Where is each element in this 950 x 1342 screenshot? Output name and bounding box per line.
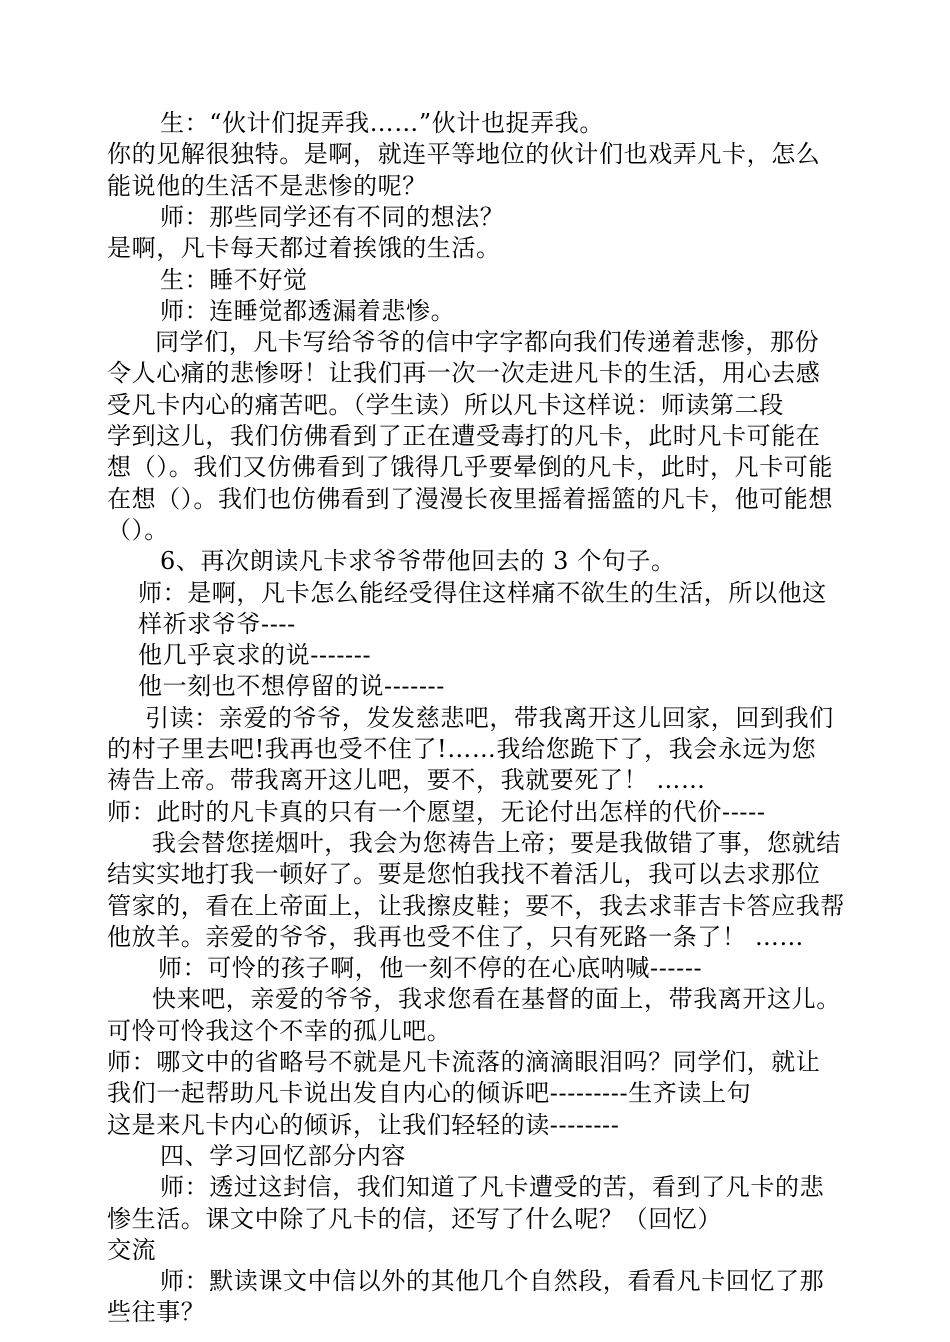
text-line: 我们一起帮助凡卡说出发自内心的倾诉吧---------生齐读上句 bbox=[107, 1079, 752, 1108]
text-line: 师：那些同学还有不同的想法？ bbox=[160, 202, 505, 231]
text-line: 你的见解很独特。是啊，就连平等地位的伙计们也戏弄凡卡，怎么 bbox=[107, 140, 821, 169]
text-line: 师：默读课文中信以外的其他几个自然段，看看凡卡回忆了那 bbox=[160, 1267, 825, 1296]
text-line: 是啊，凡卡每天都过着挨饿的生活。 bbox=[107, 234, 501, 263]
text-line: 师：哪文中的省略号不就是凡卡流落的滴滴眼泪吗？同学们，就让 bbox=[107, 1048, 821, 1076]
text-line: 我会替您搓烟叶，我会为您祷告上帝；要是我做错了事，您就结 bbox=[152, 828, 841, 857]
text-line: （）。 bbox=[107, 515, 169, 544]
text-line: 可怜可怜我这个不幸的孤儿吧。 bbox=[107, 1016, 452, 1045]
text-line: 些往事？ bbox=[107, 1298, 206, 1327]
text-line: 生：“伙计们捉弄我……”伙计也捉弄我。 bbox=[160, 109, 604, 137]
text-line: 交流 bbox=[107, 1235, 157, 1264]
text-line: 师：可怜的孩子啊，他一刻不停的在心底呐喊------ bbox=[158, 954, 703, 983]
text-line: 6、再次朗读凡卡求爷爷带他回去的 3 个句子。 bbox=[160, 547, 676, 576]
text-line: 生：睡不好觉 bbox=[160, 265, 308, 294]
text-line: 他几乎哀求的说------- bbox=[138, 641, 372, 670]
text-line: 他一刻也不想停留的说------- bbox=[138, 672, 445, 701]
text-line: 师：连睡觉都透漏着悲惨。 bbox=[160, 296, 456, 325]
text-line: 同学们，凡卡写给爷爷的信中字字都向我们传递着悲惨，那份 bbox=[155, 328, 820, 357]
text-line: 他放羊。亲爱的爷爷，我再也受不住了，只有死路一条了！ …… bbox=[107, 922, 805, 951]
text-line: 在想（）。我们也仿佛看到了漫漫长夜里摇着摇篮的凡卡，他可能想 bbox=[107, 484, 833, 513]
text-line: 的村子里去吧!我再也受不住了!……我给您跪下了，我会永远为您 bbox=[107, 735, 817, 763]
text-line: 祷告上帝。带我离开这儿吧，要不，我就要死了！ …… bbox=[107, 766, 706, 795]
text-line: 结实实地打我一顿好了。要是您怕我找不着活儿，我可以去求那位 bbox=[107, 860, 821, 889]
text-line: 师：此时的凡卡真的只有一个愿望，无论付出怎样的代价----- bbox=[107, 797, 766, 826]
text-line: 这是来凡卡内心的倾诉，让我们轻轻的读-------- bbox=[107, 1110, 620, 1139]
text-line: 学到这儿，我们仿佛看到了正在遭受毒打的凡卡，此时凡卡可能在 bbox=[107, 422, 821, 450]
text-line: 快来吧，亲爱的爷爷，我求您看在基督的面上，带我离开这儿。 bbox=[152, 985, 841, 1014]
text-line: 能说他的生活不是悲惨的呢？ bbox=[107, 171, 427, 200]
text-line: 样祈求爷爷---- bbox=[138, 609, 296, 638]
text-line: 受凡卡内心的痛苦吧。（学生读）所以凡卡这样说：师读第二段 bbox=[107, 390, 784, 419]
text-line: 想（）。我们又仿佛看到了饿得几乎要晕倒的凡卡，此时，凡卡可能 bbox=[107, 453, 833, 482]
text-line: 师：是啊，凡卡怎么能经受得住这样痛不欲生的生活，所以他这 bbox=[138, 578, 827, 607]
text-line: 师：透过这封信，我们知道了凡卡遭受的苦，看到了凡卡的悲 bbox=[160, 1173, 825, 1202]
text-line: 引读：亲爱的爷爷，发发慈悲吧，带我离开这儿回家，回到我们 bbox=[145, 703, 834, 732]
text-line: 惨生活。课文中除了凡卡的信，还写了什么呢？（回忆） bbox=[107, 1204, 722, 1233]
text-line: 令人心痛的悲惨呀！让我们再一次一次走进凡卡的生活，用心去感 bbox=[107, 359, 821, 388]
text-line: 管家的，看在上帝面上，让我擦皮鞋；要不，我去求菲吉卡答应我帮 bbox=[107, 891, 845, 920]
text-line: 四、学习回忆部分内容 bbox=[160, 1141, 406, 1170]
